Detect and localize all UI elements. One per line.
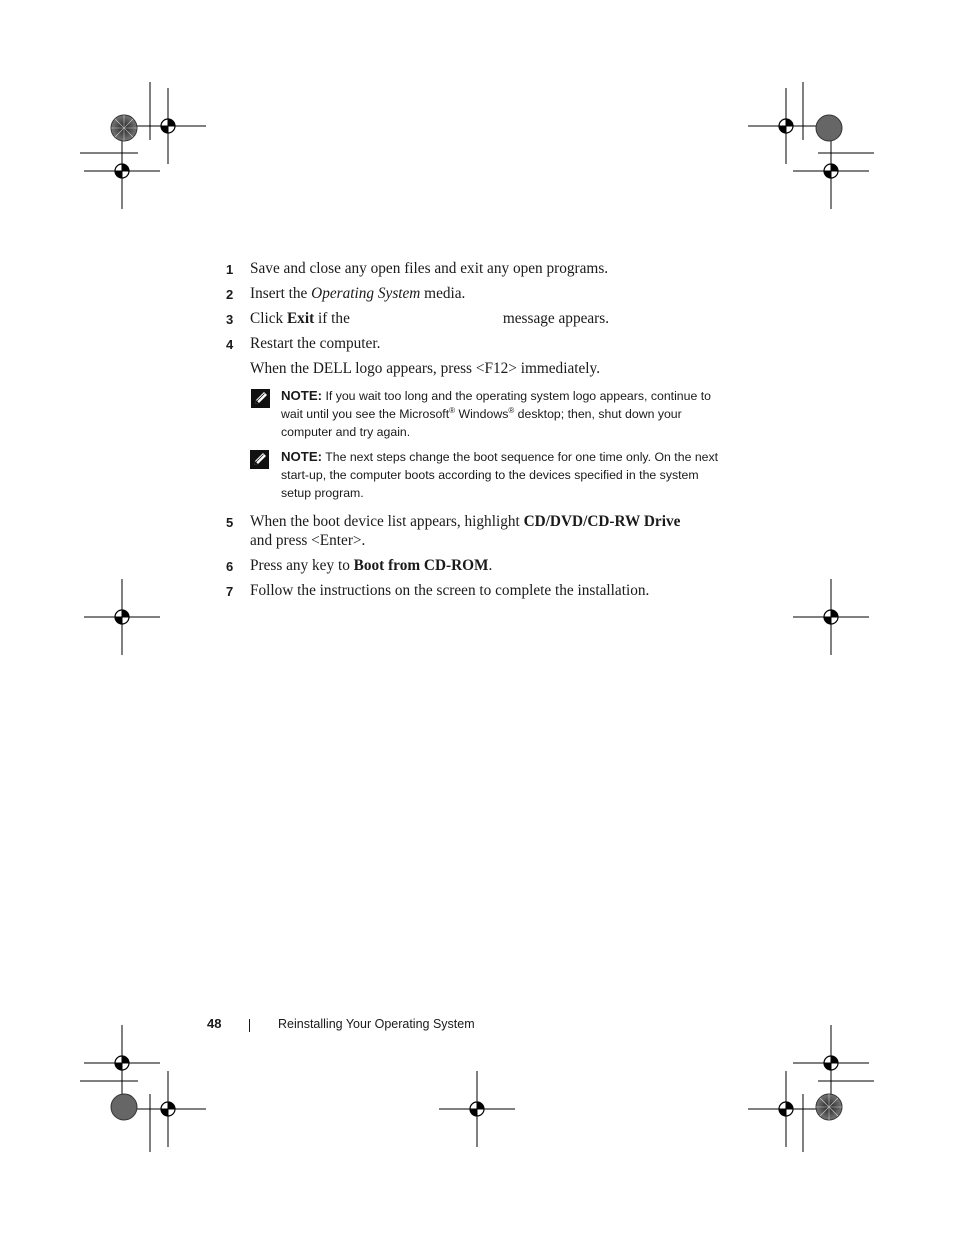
note-2 — [226, 448, 721, 502]
page-number: 48 — [207, 1016, 222, 1031]
registration-mark-icon — [84, 1025, 160, 1101]
registration-mark-icon — [439, 1071, 515, 1147]
step-text: message appears. — [502, 310, 610, 327]
note-text: desktop; then, shut down your computer and try again. — [281, 407, 682, 439]
registration-mark-icon — [793, 579, 869, 655]
registration-mark-icon — [793, 133, 869, 209]
chapter-title: Reinstalling Your Operating System — [278, 1017, 475, 1031]
step-4-detail: When the DELL logo appears, press <F12> immediately. — [250, 360, 601, 377]
step-text: and press <Enter>. — [250, 532, 366, 549]
step-5 — [226, 512, 726, 550]
step-bold: Boot from CD-ROM — [353, 557, 489, 574]
step-1 — [226, 259, 726, 278]
step-number: 2 — [226, 287, 234, 302]
step-number: 7 — [226, 584, 234, 599]
step-7 — [226, 581, 726, 600]
color-dial-icon — [816, 115, 842, 141]
step-text: When the boot device list appears, highlight — [250, 513, 524, 530]
page-footer — [0, 1016, 954, 1036]
instruction-list — [226, 257, 726, 600]
note-label: NOTE: — [281, 449, 323, 464]
color-dial-icon — [111, 1094, 137, 1120]
step-number: 5 — [226, 515, 234, 530]
step-number: 4 — [226, 337, 234, 352]
registration-mark-icon — [130, 88, 206, 164]
step-text: if the — [314, 310, 350, 327]
step-6 — [226, 556, 726, 575]
step-number: 6 — [226, 559, 234, 574]
registration-mark-icon — [84, 133, 160, 209]
note-text: The next steps change the boot sequence for one time only. On the next start-up, the computer boots according to the devices specified in the system setup program. — [281, 450, 719, 500]
step-4 — [226, 334, 726, 353]
note-1 — [226, 387, 721, 441]
registered-mark: ® — [449, 405, 456, 415]
step-text: Insert the — [250, 285, 312, 302]
step-bold: Exit — [286, 310, 315, 327]
step-text: Save and close any open files and exit any open programs. — [250, 260, 609, 277]
footer-divider — [249, 1019, 250, 1032]
note-label: NOTE: — [281, 388, 323, 403]
registration-mark-icon — [130, 1071, 206, 1147]
step-2 — [226, 284, 726, 303]
step-text: Follow the instructions on the screen to complete the installation. — [250, 582, 650, 599]
registered-mark: ® — [508, 405, 515, 415]
note-text: Windows — [455, 407, 509, 421]
registration-mark-icon — [748, 88, 824, 164]
step-text: media. — [420, 285, 466, 302]
step-text: Restart the computer. — [250, 335, 381, 352]
step-3 — [226, 309, 726, 328]
step-number: 1 — [226, 262, 234, 277]
registration-mark-icon — [793, 1025, 869, 1101]
registration-mark-icon — [84, 579, 160, 655]
step-bold: CD/DVD/CD-RW Drive — [523, 513, 681, 530]
step-text: . — [488, 557, 493, 574]
step-emphasis: Operating System — [311, 285, 421, 302]
step-text: Press any key to — [250, 557, 354, 574]
step-text: Click — [250, 310, 287, 327]
note-text: If you wait too long and the operating system logo appears, continue to wait until you see the Microsoft — [281, 389, 711, 421]
pencil-note-icon — [251, 389, 270, 408]
registration-mark-icon — [748, 1071, 824, 1147]
pencil-note-icon — [250, 450, 269, 469]
step-number: 3 — [226, 312, 234, 327]
